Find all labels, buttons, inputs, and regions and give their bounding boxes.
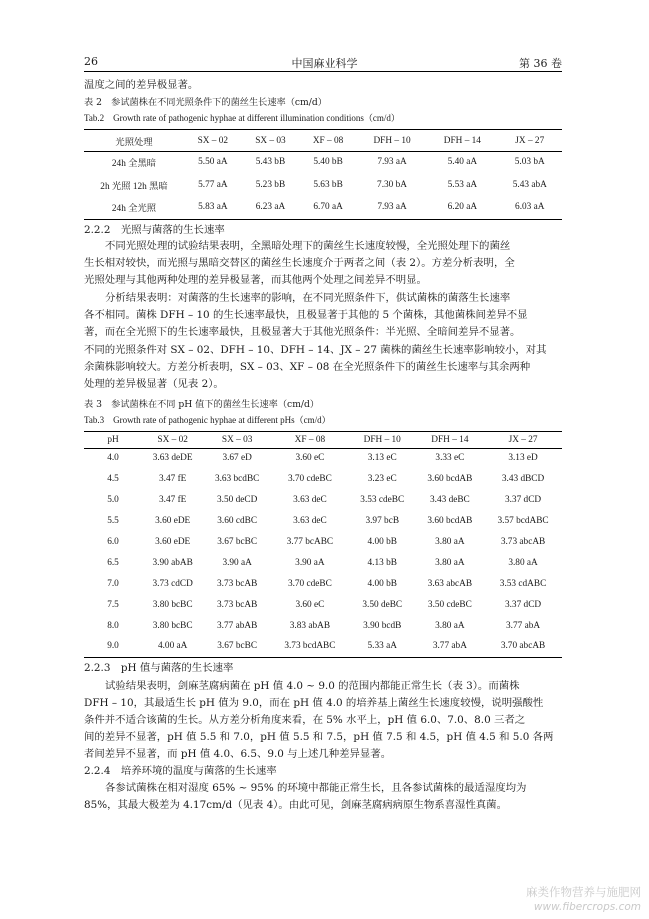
text-line: 间的差异不显著，pH 值 5.5 和 7.0，pH 值 5.5 和 7.5，pH 值 7.5 和 4.5，pH 值 4.5 和 5.0 各两 <box>84 731 554 743</box>
table-cell: 3.53 cdeBC <box>360 495 405 506</box>
table-cell: 4.00 bB <box>367 537 397 547</box>
table-cell: 3.77 abA <box>432 641 467 652</box>
table-cell: 5.77 aA <box>198 179 228 190</box>
table-row <box>84 615 562 636</box>
table2-caption-cn: 表 2 参试菌株在不同光照条件下的菌丝生长速率（cm/d） <box>84 97 327 108</box>
table-cell: 4.00 bB <box>367 578 397 589</box>
column-header: DFH – 14 <box>443 135 481 146</box>
table-cell: 3.77 abA <box>506 620 541 631</box>
table-cell: 3.97 bcB <box>365 516 400 527</box>
table-row <box>84 552 562 573</box>
table-cell: 3.63 deC <box>293 516 327 527</box>
watermark-cn: 麻类作物营养与施肥网 <box>526 885 641 899</box>
table-row <box>84 490 562 511</box>
table-cell: 3.73 cdCD <box>152 578 193 589</box>
table-cell: 3.60 eDE <box>155 516 191 527</box>
table-cell: 5.83 aA <box>198 202 228 213</box>
table-cell: 3.80 bcBC <box>152 599 193 610</box>
table-cell: 3.70 cdeBC <box>287 474 332 485</box>
table-cell: 3.63 deDE <box>152 453 193 464</box>
table-cell: 3.90 abAB <box>152 557 193 568</box>
table-header-row <box>84 130 562 151</box>
table-cell: 5.03 bA <box>514 157 545 168</box>
text-line: 条件并不适合该菌的生长。从方差分析角度来看，在 5% 水平上，pH 值 6.0、7.0、8.0 三者之 <box>84 714 526 726</box>
row-label: 24h 全光照 <box>111 204 157 215</box>
table3-header-rule <box>84 448 562 449</box>
table-cell: 3.80 aA <box>435 537 465 547</box>
row-label: 7.0 <box>107 578 119 589</box>
column-header: XF – 08 <box>294 435 326 445</box>
table-cell: 3.63 abcAB <box>427 578 473 589</box>
text-line: DFH – 10，其最适生长 pH 值为 9.0，而在 pH 值 4.0 的培养基上菌丝生长速度较慢，说明强酸性 <box>84 697 544 709</box>
table3 <box>84 432 562 657</box>
column-header: DFH – 10 <box>373 135 411 146</box>
table-cell: 3.43 dBCD <box>501 474 545 485</box>
column-header: SX – 03 <box>221 435 253 445</box>
column-header: JX – 27 <box>508 435 538 445</box>
text-line: 处理的差异极显著（见表 2）。 <box>84 378 224 390</box>
section-2-2-4-heading: 2.2.4 培养环境的温度与菌落的生长速率 <box>84 765 277 777</box>
table-cell: 6.20 aA <box>447 202 478 213</box>
intro-line: 温度之间的差异极显著。 <box>84 79 199 91</box>
table2-header-rule <box>84 151 562 152</box>
row-label: 6.0 <box>107 537 119 547</box>
text-line: 不同光照处理的试验结果表明，全黑暗处理下的菌丝生长速度较慢，全光照处理下的菌丝 <box>105 240 511 252</box>
table-cell: 3.83 abAB <box>289 620 331 631</box>
table-header-row <box>84 432 562 448</box>
table-row <box>84 594 562 615</box>
table-cell: 3.13 eD <box>508 453 538 464</box>
table-cell: 3.90 bcdB <box>363 620 402 631</box>
table2-caption-en: Tab.2 Growth rate of pathogenic hyphae at different illumination conditions（cm/d） <box>84 113 400 123</box>
table-cell: 3.60 bcdAB <box>427 516 473 527</box>
table-cell: 5.63 bB <box>313 179 343 190</box>
text-line: 85%，其最大极差为 4.17cm/d（见表 4）。由此可见，剑麻茎腐病病原生物系喜湿性真菌。 <box>84 799 507 811</box>
table-cell: 6.70 aA <box>313 202 343 213</box>
text-line: 分析结果表明：对菌落的生长速率的影响，在不同光照条件下，供试菌株的菌落生长速率 <box>105 292 511 304</box>
table-cell: 6.23 aA <box>255 202 286 213</box>
column-header: JX – 27 <box>515 135 545 146</box>
table-cell: 3.13 eC <box>367 453 397 464</box>
table-cell: 3.60 eC <box>295 453 325 464</box>
table-cell: 3.37 dCD <box>504 495 542 506</box>
column-header: SX – 02 <box>197 135 229 146</box>
table-cell: 6.03 aA <box>515 202 545 213</box>
table-cell: 3.53 cdABC <box>499 578 547 589</box>
table-cell: 7.93 aA <box>377 157 407 168</box>
table-cell: 3.77 abAB <box>217 620 258 631</box>
table-cell: 3.63 bcdBC <box>214 474 260 485</box>
text-line: 光照处理与其他两种处理的差异极显著，而其他两个处理之间差异不明显。 <box>84 274 427 287</box>
row-label: 6.5 <box>107 557 119 568</box>
table3-bottom-rule <box>84 657 562 658</box>
table-cell: 3.70 cdeBC <box>287 578 332 589</box>
column-header: XF – 08 <box>312 135 344 146</box>
column-header: 光照处理 <box>115 137 153 148</box>
table-cell: 3.73 abcAB <box>500 537 546 547</box>
table-cell: 3.60 eC <box>295 599 325 610</box>
table-row <box>84 636 562 657</box>
text-line: 各参试菌株在相对湿度 65% ~ 95% 的环境中都能正常生长，且各参试菌株的最适湿度均为 <box>105 782 527 794</box>
table-cell: 3.80 bcBC <box>152 620 193 631</box>
text-line: 生长相对较快，而光照与黑暗交替区的菌丝生长速度介于两者之间（表 2）。方差分析表明，全 <box>84 257 515 270</box>
text-line: 余菌株影响较大。方差分析表明，SX – 03、XF – 08 在全光照条件下的菌丝生长速率与其余两种 <box>84 360 531 373</box>
table-row <box>84 573 562 594</box>
table-cell: 3.33 eC <box>435 453 465 464</box>
row-label: 9.0 <box>107 641 119 652</box>
row-label: 4.0 <box>107 453 119 464</box>
volume-label: 第 36 卷 <box>519 57 562 70</box>
text-line: 各不相同。菌株 DFH – 10 的生长速率最快，且极显著于其他的 5 个菌株，其他菌株间差异不显 <box>84 309 528 322</box>
text-line: 不同的光照条件对 SX – 02、DFH – 10、DFH – 14、JX – 27 菌株的菌丝生长速率影响较小，对其 <box>84 343 547 356</box>
table-cell: 3.67 eD <box>222 453 252 464</box>
journal-title: 中国麻业科学 <box>291 57 358 70</box>
table-cell: 3.47 fE <box>158 495 187 506</box>
column-header: SX – 03 <box>255 135 286 146</box>
table-cell: 5.23 bB <box>255 179 286 190</box>
table3-caption-cn: 表 3 参试菌株在不同 pH 值下的菌丝生长速率（cm/d） <box>84 399 320 410</box>
table-cell: 3.90 aA <box>295 557 325 568</box>
table-cell: 3.80 aA <box>508 557 538 568</box>
table-cell: 4.13 bB <box>367 557 397 568</box>
table-cell: 3.73 bcdABC <box>284 641 336 652</box>
table-cell: 3.43 deBC <box>429 495 470 506</box>
table-row <box>84 151 562 174</box>
table-cell: 5.50 aA <box>198 157 228 168</box>
table-row <box>84 532 562 553</box>
header-rule <box>84 71 562 72</box>
table-cell: 3.80 aA <box>435 620 465 631</box>
table-cell: 3.60 eDE <box>155 537 191 547</box>
table-cell: 5.43 bB <box>255 157 286 168</box>
text-line: 著，而在全光照下的生长速率最快，且极显著大于其他光照条件：半光照、全暗间差异不显著。 <box>84 326 521 339</box>
section-2-2-3-heading: 2.2.3 pH 值与菌落的生长速率 <box>84 662 234 674</box>
table-cell: 3.73 bcAB <box>217 599 258 610</box>
column-header: DFH – 10 <box>363 435 401 445</box>
table2 <box>84 130 562 219</box>
table-cell: 3.67 bcBC <box>217 641 258 652</box>
table-cell: 3.57 bcdABC <box>497 516 549 527</box>
table-cell: 5.40 bB <box>313 157 343 168</box>
table2-bottom-rule <box>84 219 562 220</box>
table-cell: 3.63 deC <box>293 495 327 506</box>
table-row <box>84 448 562 469</box>
column-header: pH <box>107 435 119 445</box>
table-row <box>84 511 562 532</box>
row-label: 24h 全黑暗 <box>111 159 157 170</box>
row-label: 4.5 <box>107 474 119 485</box>
table-cell: 3.77 bcABC <box>286 537 334 547</box>
text-line: 者间差异不显著，而 pH 值 4.0、6.5、9.0 与上述几种差异显著。 <box>84 748 392 760</box>
table3-caption-en: Tab.3 Growth rate of pathogenic hyphae at different pHs（cm/d） <box>84 415 331 425</box>
table-cell: 5.43 abA <box>512 179 547 190</box>
table-cell: 3.67 bcBC <box>217 537 258 547</box>
table-cell: 7.93 aA <box>377 202 407 213</box>
table-cell: 7.30 bA <box>377 179 408 190</box>
table-cell: 3.50 deCD <box>217 495 258 506</box>
table-cell: 3.90 aA <box>222 557 252 568</box>
table-cell: 3.60 cdBC <box>217 516 258 527</box>
table-row <box>84 174 562 197</box>
table-cell: 3.23 eC <box>367 474 397 485</box>
row-label: 8.0 <box>107 620 119 631</box>
table-cell: 5.53 aA <box>447 179 478 190</box>
text-line: 试验结果表明，剑麻茎腐病菌在 pH 值 4.0 ~ 9.0 的范围内都能正常生长（表 3）。而菌株 <box>105 680 520 692</box>
column-header: SX – 02 <box>157 435 188 445</box>
section-2-2-2-heading: 2.2.2 光照与菌落的生长速率 <box>84 224 225 236</box>
table-cell: 3.50 cdeBC <box>427 599 472 610</box>
watermark-url: www.fibercrops.com <box>533 901 641 913</box>
row-label: 5.0 <box>107 495 119 506</box>
table-cell: 5.33 aA <box>367 641 397 652</box>
table-row <box>84 469 562 490</box>
table-cell: 3.70 abcAB <box>500 641 546 652</box>
row-label: 5.5 <box>107 516 119 527</box>
table-cell: 3.60 bcdAB <box>427 474 473 485</box>
table-cell: 3.37 dCD <box>504 599 542 610</box>
page-number: 26 <box>84 55 98 68</box>
row-label: 7.5 <box>107 599 119 610</box>
table-cell: 3.73 bcAB <box>217 578 258 589</box>
table-cell: 3.50 deBC <box>362 599 403 610</box>
table-cell: 3.47 fE <box>158 474 187 485</box>
table-row <box>84 196 562 219</box>
column-header: DFH – 14 <box>431 435 469 445</box>
table-cell: 3.80 aA <box>435 557 465 568</box>
table-cell: 4.00 aA <box>157 641 188 652</box>
table-cell: 5.40 aA <box>447 157 478 168</box>
row-label: 2h 光照 12h 黑暗 <box>100 181 168 192</box>
